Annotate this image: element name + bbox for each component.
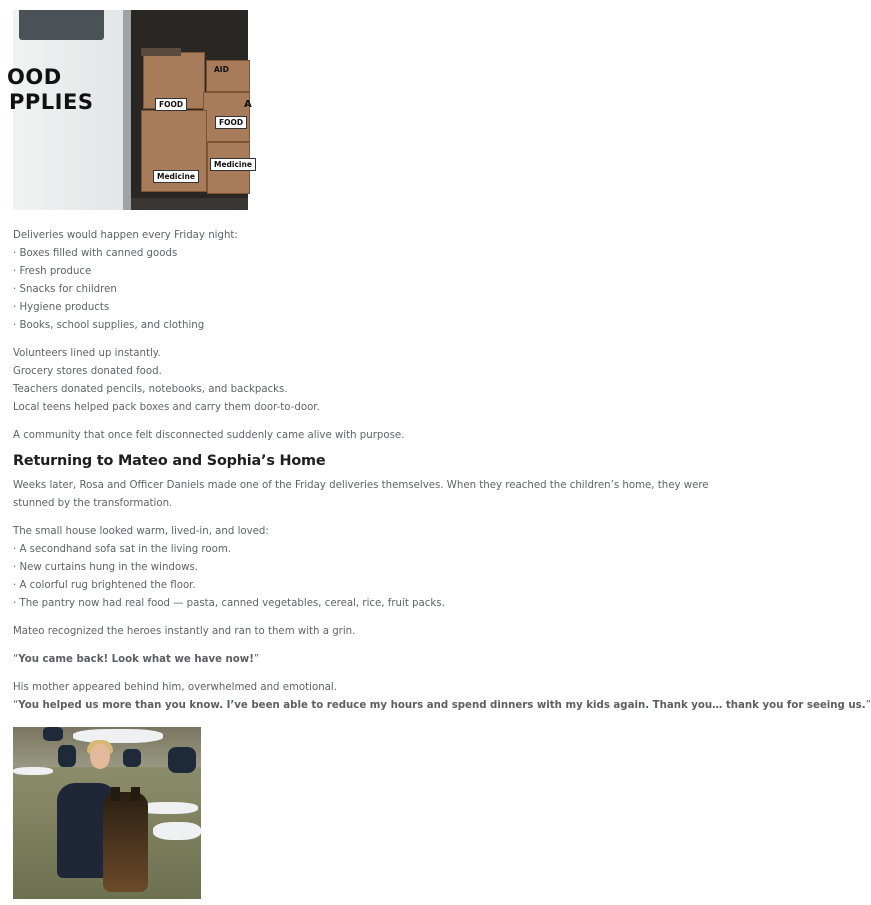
volunteers-line: Local teens helped pack boxes and carry them door-to-door.: [13, 402, 320, 413]
delivery-item: · Fresh produce: [13, 266, 92, 277]
article-body: [7, 10, 871, 899]
box-label: FOOD: [155, 98, 187, 111]
van-window: [19, 10, 104, 40]
van-floor: [131, 198, 248, 210]
van-lettering-line2: PPLIES: [9, 90, 94, 114]
cargo-area: [131, 10, 252, 210]
quote-mateo-text: You came back! Look what we have now!: [18, 654, 254, 665]
dog-ear: [111, 787, 120, 801]
dog-ear: [131, 787, 140, 801]
deliveries-intro: Deliveries would happen every Friday night:: [13, 230, 238, 241]
snow-patch: [153, 822, 201, 840]
box-label: AID: [214, 65, 229, 74]
box-label: FOOD: [215, 116, 247, 129]
van-door-edge: [123, 10, 131, 210]
bag-shape: [123, 749, 141, 767]
quote-mother: “You helped us more than you know. I’ve been able to reduce my hours and spend dinners with my kids again. Thank you… thank you for seeing us.”: [13, 700, 871, 711]
house-item: · The pantry now had real food — pasta, canned vegetables, cereal, rice, fruit packs.: [13, 598, 445, 609]
delivery-item: · Hygiene products: [13, 302, 110, 313]
quote-mateo: “You came back! Look what we have now!”: [13, 654, 260, 665]
house-intro: The small house looked warm, lived-in, and loved:: [13, 526, 269, 537]
house-item: · A secondhand sofa sat in the living room.: [13, 544, 232, 555]
officer-face: [90, 744, 110, 769]
snow-patch: [73, 729, 163, 743]
mother-intro: His mother appeared behind him, overwhelmed and emotional.: [13, 682, 337, 693]
quote-mother-text: You helped us more than you know. I’ve been able to reduce my hours and spend dinners with my kids again. Thank you… thank you for seeing us.: [18, 700, 866, 711]
snow-patch: [13, 767, 53, 775]
volunteers-line: Teachers donated pencils, notebooks, and backpacks.: [13, 384, 288, 395]
van-lettering-line1: OOD: [7, 65, 62, 89]
weeks-later-paragraph: Weeks later, Rosa and Officer Daniels made one of the Friday deliveries themselves. When they reached the children’s home, they were stunned by the transformation.: [13, 480, 709, 509]
delivery-item: · Boxes filled with canned goods: [13, 248, 178, 259]
box-label: Medicine: [153, 170, 199, 183]
section-heading: Returning to Mateo and Sophia’s Home: [13, 453, 326, 469]
bag-shape: [43, 727, 63, 741]
officer-k9-photo: [13, 727, 201, 899]
supply-box-shadow: [141, 48, 181, 56]
house-item: · New curtains hung in the windows.: [13, 562, 199, 573]
volunteers-line: Grocery stores donated food.: [13, 366, 162, 377]
bag-shape: [58, 745, 76, 767]
community-paragraph: A community that once felt disconnected suddenly came alive with purpose.: [13, 430, 405, 441]
volunteers-line: Volunteers lined up instantly.: [13, 348, 161, 359]
delivery-item: · Books, school supplies, and clothing: [13, 320, 205, 331]
box-label: A: [244, 99, 252, 110]
mateo-paragraph: Mateo recognized the heroes instantly and ran to them with a grin.: [13, 626, 356, 637]
supplies-van-photo: [7, 10, 252, 210]
delivery-item: · Snacks for children: [13, 284, 117, 295]
bag-shape: [168, 747, 196, 773]
k9-dog-figure: [103, 792, 148, 892]
house-item: · A colorful rug brightened the floor.: [13, 580, 196, 591]
box-label: Medicine: [210, 158, 256, 171]
